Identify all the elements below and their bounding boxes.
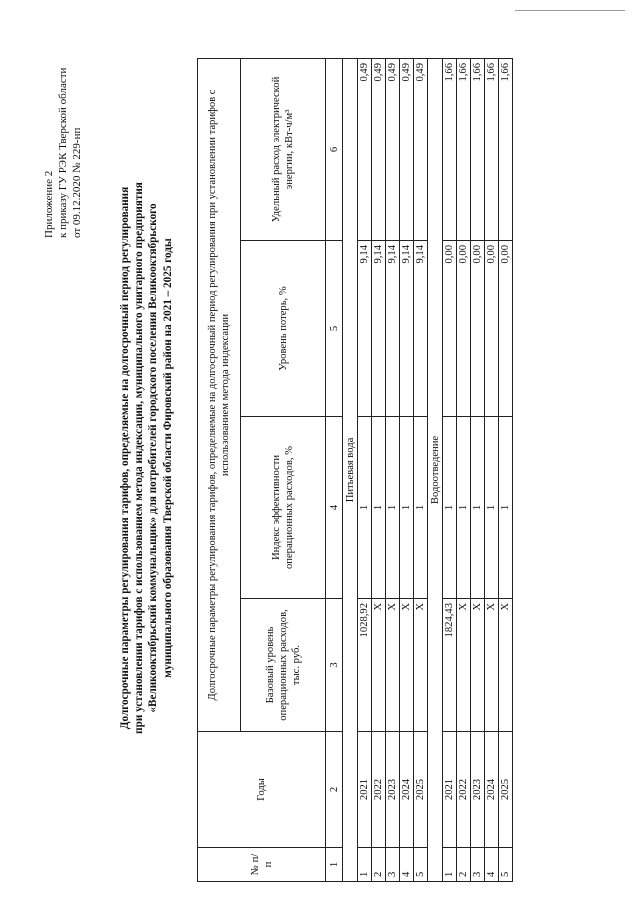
section-row bbox=[428, 58, 443, 881]
row-base-opex: Х bbox=[485, 599, 499, 732]
table-row bbox=[457, 58, 471, 881]
column-number: 4 bbox=[326, 417, 343, 599]
section-row bbox=[343, 58, 358, 881]
row-year: 2025 bbox=[414, 732, 428, 848]
column-number: 6 bbox=[326, 58, 343, 240]
row-year: 2023 bbox=[386, 732, 400, 848]
header-energy-consumption: Удельный расход электрической энергии, кВт-ч/м³ bbox=[241, 58, 326, 240]
row-number: 1 bbox=[358, 848, 372, 882]
table-row bbox=[443, 58, 457, 881]
row-efficiency-index: 1 bbox=[499, 417, 513, 599]
row-number: 3 bbox=[471, 848, 485, 882]
header-base-opex: Базовый уровень операционных расходов, тыс. руб. bbox=[241, 599, 326, 732]
row-efficiency-index: 1 bbox=[471, 417, 485, 599]
appendix-title: Приложение 2 bbox=[43, 170, 55, 238]
row-base-opex: Х bbox=[386, 599, 400, 732]
table-row bbox=[499, 58, 513, 881]
column-number: 1 bbox=[326, 848, 343, 882]
header-efficiency-index: Индекс эффективности операционных расходов, % bbox=[241, 417, 326, 599]
row-efficiency-index: 1 bbox=[457, 417, 471, 599]
row-efficiency-index: 1 bbox=[372, 417, 386, 599]
row-base-opex: Х bbox=[471, 599, 485, 732]
heading-line-4: муниципального образования Тверской области Фировский район на 2021 – 2025 годы bbox=[161, 238, 174, 678]
row-loss-level: 9,14 bbox=[358, 241, 372, 417]
section-title: Водоотведение bbox=[428, 58, 443, 881]
row-efficiency-index: 1 bbox=[358, 417, 372, 599]
row-year: 2024 bbox=[485, 732, 499, 848]
row-efficiency-index: 1 bbox=[443, 417, 457, 599]
row-energy-consumption: 0,49 bbox=[414, 58, 428, 240]
row-loss-level: 9,14 bbox=[372, 241, 386, 417]
row-number: 5 bbox=[499, 848, 513, 882]
row-efficiency-index: 1 bbox=[414, 417, 428, 599]
row-loss-level: 9,14 bbox=[400, 241, 414, 417]
row-year: 2022 bbox=[457, 732, 471, 848]
appendix-date: от 09.12.2020 № 229-нп bbox=[71, 127, 83, 238]
column-number: 3 bbox=[326, 599, 343, 732]
row-base-opex: Х bbox=[457, 599, 471, 732]
row-loss-level: 0,00 bbox=[485, 241, 499, 417]
table-row bbox=[471, 58, 485, 881]
row-energy-consumption: 1,66 bbox=[443, 58, 457, 240]
table-row bbox=[372, 58, 386, 881]
row-number: 2 bbox=[457, 848, 471, 882]
row-year: 2021 bbox=[443, 732, 457, 848]
row-energy-consumption: 1,66 bbox=[471, 58, 485, 240]
row-loss-level: 0,00 bbox=[499, 241, 513, 417]
row-number: 5 bbox=[414, 848, 428, 882]
row-year: 2022 bbox=[372, 732, 386, 848]
heading-line-2: при установлении тарифов с использованием метода индексации, муниципального унитарного предприятия bbox=[133, 182, 146, 734]
table-row bbox=[386, 58, 400, 881]
column-number: 5 bbox=[326, 241, 343, 417]
row-year: 2025 bbox=[499, 732, 513, 848]
header-number: № п/п bbox=[198, 848, 326, 882]
row-year: 2023 bbox=[471, 732, 485, 848]
column-number: 2 bbox=[326, 732, 343, 848]
section-title: Питьевая вода bbox=[343, 58, 358, 881]
header-loss-level: Уровень потерь, % bbox=[241, 241, 326, 417]
column-numbering-row bbox=[326, 58, 343, 881]
row-base-opex: Х bbox=[414, 599, 428, 732]
row-year: 2024 bbox=[400, 732, 414, 848]
table-body bbox=[343, 58, 513, 881]
row-efficiency-index: 1 bbox=[400, 417, 414, 599]
row-efficiency-index: 1 bbox=[485, 417, 499, 599]
row-loss-level: 9,14 bbox=[386, 241, 400, 417]
row-number: 1 bbox=[443, 848, 457, 882]
heading-line-3: «Великооктябрьский коммунальщик» для потребителей городского поселения Великооктябрьского bbox=[147, 203, 160, 713]
row-energy-consumption: 0,49 bbox=[358, 58, 372, 240]
row-number: 4 bbox=[400, 848, 414, 882]
table-row bbox=[485, 58, 499, 881]
appendix-reference bbox=[42, 8, 84, 238]
row-loss-level: 0,00 bbox=[443, 241, 457, 417]
row-base-opex: 1028,92 bbox=[358, 599, 372, 732]
row-loss-level: 9,14 bbox=[414, 241, 428, 417]
row-efficiency-index: 1 bbox=[386, 417, 400, 599]
document-heading bbox=[118, 78, 175, 838]
row-number: 2 bbox=[372, 848, 386, 882]
heading-line-1: Долгосрочные параметры регулирования тарифов, определяемые на долгосрочный период регулирования bbox=[119, 186, 131, 730]
row-base-opex: Х bbox=[372, 599, 386, 732]
header-group: Долгосрочные параметры регулирования тарифов, определяемые на долгосрочный период регулирования при установлении тарифов с использованием метода индексации bbox=[198, 58, 241, 731]
table-row bbox=[414, 58, 428, 881]
row-energy-consumption: 1,66 bbox=[457, 58, 471, 240]
row-base-opex: Х bbox=[499, 599, 513, 732]
row-energy-consumption: 0,49 bbox=[386, 58, 400, 240]
table-row bbox=[358, 58, 372, 881]
row-energy-consumption: 0,49 bbox=[372, 58, 386, 240]
row-energy-consumption: 1,66 bbox=[499, 58, 513, 240]
appendix-order: к приказу ГУ РЭК Тверской области bbox=[57, 67, 69, 238]
table-row bbox=[400, 58, 414, 881]
row-loss-level: 0,00 bbox=[457, 241, 471, 417]
row-base-opex: 1824,43 bbox=[443, 599, 457, 732]
row-energy-consumption: 1,66 bbox=[485, 58, 499, 240]
header-years: Годы bbox=[198, 732, 326, 848]
row-base-opex: Х bbox=[400, 599, 414, 732]
row-loss-level: 0,00 bbox=[471, 241, 485, 417]
row-number: 3 bbox=[386, 848, 400, 882]
row-energy-consumption: 0,49 bbox=[400, 58, 414, 240]
tariff-parameters-table bbox=[197, 58, 513, 882]
row-year: 2021 bbox=[358, 732, 372, 848]
row-number: 4 bbox=[485, 848, 499, 882]
